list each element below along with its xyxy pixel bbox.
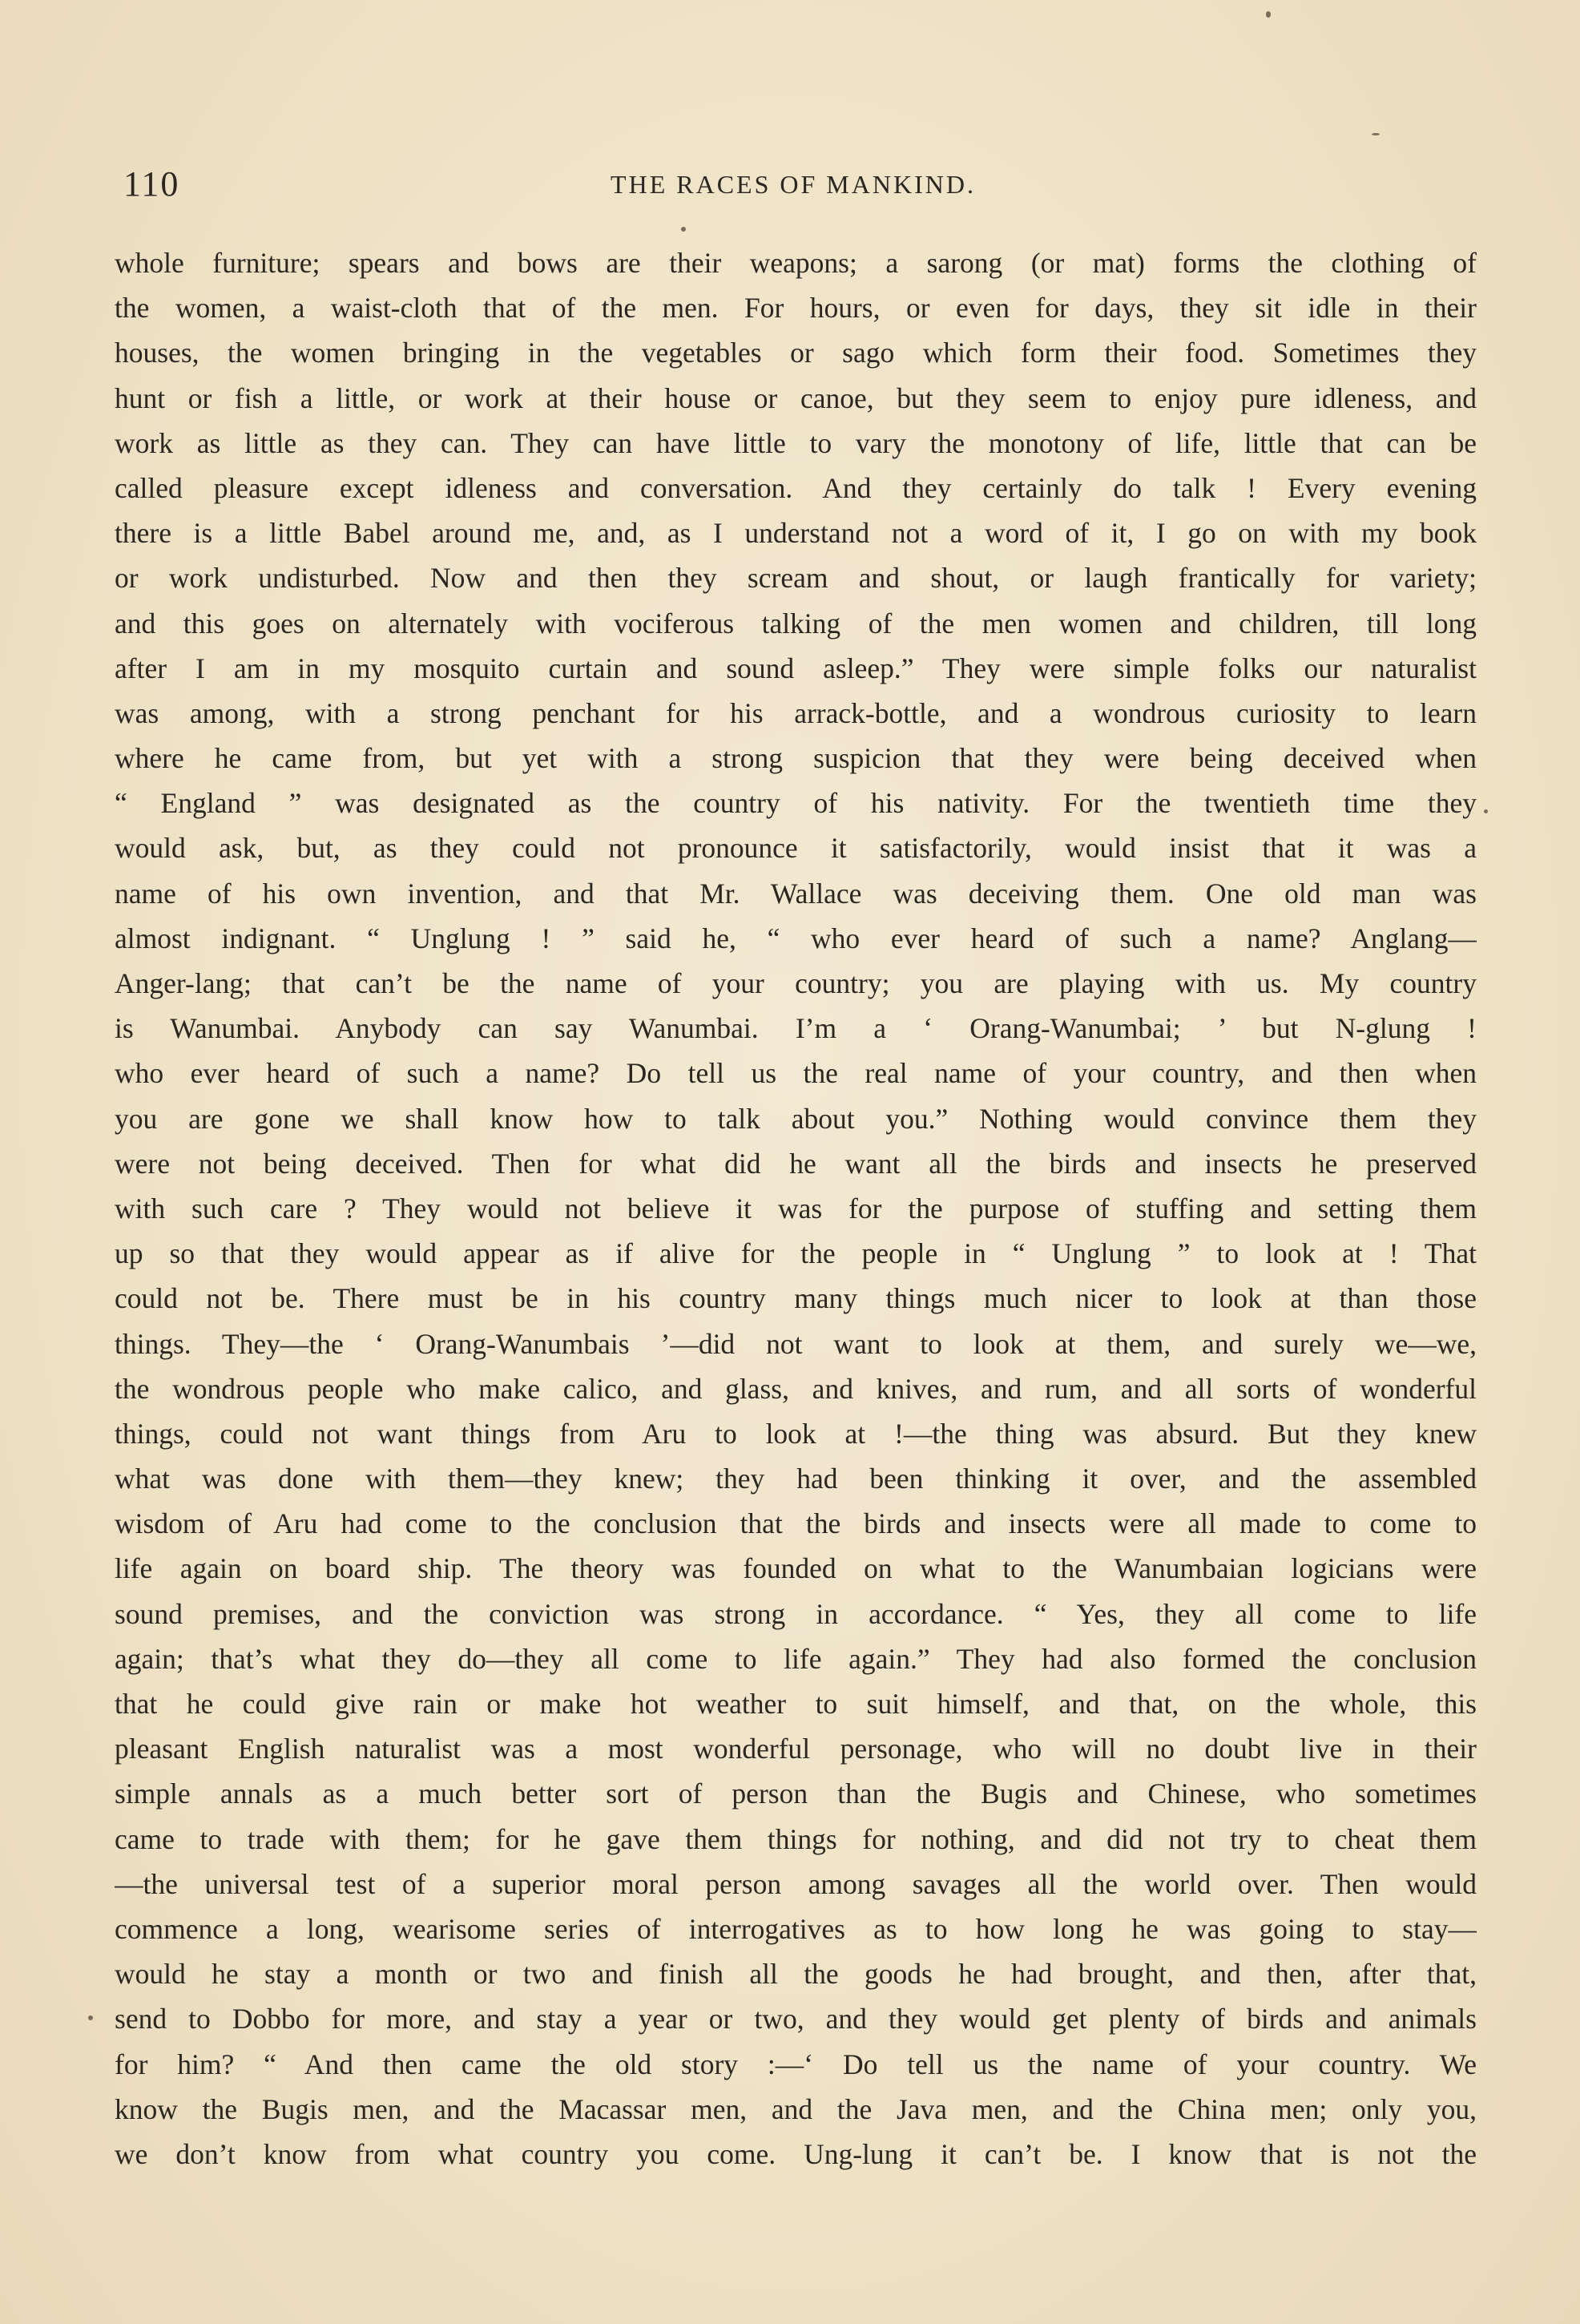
text-line: for him? “ And then came the old story :—‘ Do tell us the name of your country. We [115, 2048, 1477, 2080]
page-number: 110 [123, 164, 180, 204]
paper-speck [681, 227, 686, 232]
text-line: where he came from, but yet with a strong suspicion that they were being deceived when [115, 742, 1477, 775]
text-line: commence a long, wearisome series of interrogatives as to how long he was going to stay— [115, 1912, 1477, 1945]
text-line: —the universal test of a superior moral person among savages all the world over. Then would [115, 1867, 1477, 1900]
text-line: up so that they would appear as if alive for the people in “ Unglung ” to look at ! That [115, 1237, 1477, 1270]
running-title: THE RACES OF MANKIND. [611, 170, 976, 199]
text-line: sound premises, and the conviction was strong in accordance. “ Yes, they all come to life [115, 1597, 1477, 1630]
text-line: were not being deceived. Then for what did he want all the birds and insects he preserved [115, 1147, 1477, 1180]
text-line: whole furniture; spears and bows are their weapons; a sarong (or mat) forms the clothing of [115, 247, 1477, 279]
text-line: there is a little Babel around me, and, as I understand not a word of it, I go on with my book [115, 517, 1477, 550]
text-line: would he stay a month or two and finish all the goods he had brought, and then, after that, [115, 1958, 1477, 1991]
text-line: things, could not want things from Aru to look at !—the thing was absurd. But they knew [115, 1417, 1477, 1450]
paper-speck [1484, 809, 1488, 813]
text-line: is Wanumbai. Anybody can say Wanumbai. I’m a ‘ Orang-Wanumbai; ’ but N-glung ! [115, 1012, 1477, 1045]
text-line: know the Bugis men, and the Macassar men, and the Java men, and the China men; only you, [115, 2092, 1477, 2125]
text-line: came to trade with them; for he gave them things for nothing, and did not try to cheat them [115, 1822, 1477, 1855]
text-line: Anger-lang; that can’t be the name of your country; you are playing with us. My country [115, 967, 1477, 999]
text-line: things. They—the ‘ Orang-Wanumbais ’—did not want to look at them, and surely we—we, [115, 1327, 1477, 1360]
text-line: life again on board ship. The theory was founded on what to the Wanumbaian logicians were [115, 1552, 1477, 1585]
text-line: the women, a waist-cloth that of the men. For hours, or even for days, they sit idle in their [115, 292, 1477, 325]
text-line: send to Dobbo for more, and stay a year or two, and they would get plenty of birds and animals [115, 2003, 1477, 2036]
body-text [115, 240, 1477, 2212]
text-line: again; that’s what they do—they all come to life again.” They had also formed the conclusion [115, 1642, 1477, 1675]
text-line: hunt or fish a little, or work at their house or canoe, but they seem to enjoy pure idleness, and [115, 381, 1477, 414]
text-line: work as little as they can. They can have little to vary the monotony of life, little that can be [115, 426, 1477, 459]
page-header [112, 160, 1474, 208]
text-line: houses, the women bringing in the vegetables or sago which form their food. Sometimes they [115, 337, 1477, 369]
paper-speck [88, 2015, 93, 2020]
text-line: would ask, but, as they could not pronounce it satisfactorily, would insist that it was a [115, 832, 1477, 865]
text-line: almost indignant. “ Unglung ! ” said he, “ who ever heard of such a name? Anglang— [115, 922, 1477, 954]
text-line: what was done with them—they knew; they had been thinking it over, and the assembled [115, 1463, 1477, 1495]
text-line: name of his own invention, and that Mr. Wallace was deceiving them. One old man was [115, 877, 1477, 910]
text-line: you are gone we shall know how to talk about you.” Nothing would convince them they [115, 1102, 1477, 1135]
text-line: pleasant English naturalist was a most wonderful personage, who will no doubt live in their [115, 1733, 1477, 1765]
text-line: was among, with a strong penchant for his arrack-bottle, and a wondrous curiosity to learn [115, 696, 1477, 729]
text-line: simple annals as a much better sort of person than the Bugis and Chinese, who sometimes [115, 1777, 1477, 1810]
text-line: we don’t know from what country you come. Ung-lung it can’t be. I know that is not the [115, 2137, 1477, 2170]
text-line: wisdom of Aru had come to the conclusion that the birds and insects were all made to come to [115, 1507, 1477, 1540]
text-line: with such care ? They would not believe it was for the purpose of stuffing and setting them [115, 1192, 1477, 1225]
paper-speck [1372, 133, 1380, 135]
text-line: could not be. There must be in his country many things much nicer to look at than those [115, 1282, 1477, 1315]
text-line: the wondrous people who make calico, and glass, and knives, and rum, and all sorts of wonderful [115, 1372, 1477, 1405]
text-line: and this goes on alternately with vociferous talking of the men women and children, till long [115, 607, 1477, 640]
text-line: “ England ” was designated as the country of his nativity. For the twentieth time they [115, 787, 1477, 820]
text-line: or work undisturbed. Now and then they scream and shout, or laugh frantically for variety; [115, 562, 1477, 595]
paper-speck [1266, 11, 1271, 18]
text-line: after I am in my mosquito curtain and sound asleep.” They were simple folks our naturalist [115, 652, 1477, 684]
text-line: that he could give rain or make hot weather to suit himself, and that, on the whole, this [115, 1688, 1477, 1720]
text-line: who ever heard of such a name? Do tell us the real name of your country, and then when [115, 1057, 1477, 1090]
text-line: called pleasure except idleness and conversation. And they certainly do talk ! Every evening [115, 471, 1477, 504]
